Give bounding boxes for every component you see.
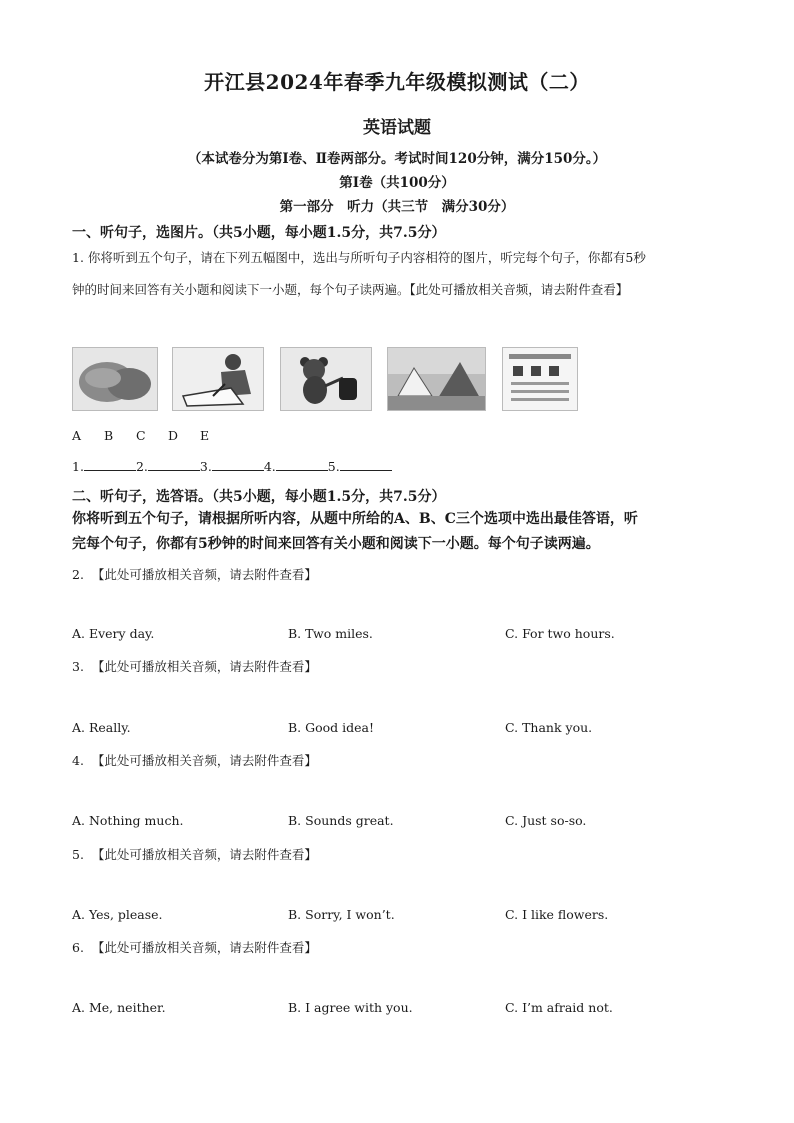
audio-prompt: 【此处可播放相关音频，请去附件查看】 bbox=[91, 847, 317, 862]
question-number: 2. bbox=[72, 567, 84, 582]
section1-heading: 一、听句子，选图片。（共5小题，每小题1.5分，共7.5分） bbox=[72, 225, 446, 241]
option-c[interactable]: C. I like flowers. bbox=[505, 907, 609, 922]
option-b[interactable]: B. Sorry, I won’t. bbox=[288, 907, 395, 922]
blank-label-2: 2. bbox=[135, 459, 148, 474]
question-number: 3. bbox=[72, 659, 84, 674]
option-a[interactable]: A. Every day. bbox=[72, 626, 155, 641]
option-a[interactable]: A. Yes, please. bbox=[72, 907, 163, 922]
audio-prompt: 【此处可播放相关音频，请去附件查看】 bbox=[91, 753, 317, 768]
answer-blanks bbox=[72, 458, 392, 474]
exam-title: 开江县2024年春季九年级模拟测试（二） bbox=[204, 70, 590, 94]
letter-d: D bbox=[168, 428, 179, 443]
question-4 bbox=[72, 751, 317, 769]
audio-prompt: 【此处可播放相关音频，请去附件查看】 bbox=[91, 567, 317, 582]
blank-label-5: 5. bbox=[327, 459, 340, 474]
picture-e-chart bbox=[502, 347, 578, 411]
question-number: 4. bbox=[72, 753, 84, 768]
picture-d-tents bbox=[387, 347, 486, 411]
picture-a-bread bbox=[72, 347, 158, 411]
volume-heading: 第Ⅰ卷（共100分） bbox=[339, 175, 455, 191]
part-heading: 第一部分 听力（共三节 满分30分） bbox=[279, 199, 515, 215]
question-2 bbox=[72, 565, 317, 583]
option-b[interactable]: B. Two miles. bbox=[288, 626, 373, 641]
option-a[interactable]: A. Really. bbox=[72, 720, 131, 735]
picture-c-bear-with-bag bbox=[280, 347, 372, 411]
answer-blank-5[interactable] bbox=[340, 458, 392, 471]
answer-blank-3[interactable] bbox=[212, 458, 264, 471]
question-5 bbox=[72, 845, 317, 863]
section2-instruction-1: 你将听到五个句子，请根据所听内容，从题中所给的A、B、C三个选项中选出最佳答语，听 bbox=[72, 511, 638, 527]
option-a[interactable]: A. Me, neither. bbox=[72, 1000, 166, 1015]
option-a[interactable]: A. Nothing much. bbox=[72, 813, 184, 828]
blank-label-1: 1. bbox=[72, 459, 84, 474]
picture-b-man-drawing bbox=[172, 347, 264, 411]
section1-instruction-2: 钟的时间来回答有关小题和阅读下一小题，每个句子读两遍。【此处可播放相关音频，请去附件查看】 bbox=[72, 282, 629, 297]
option-c[interactable]: C. I’m afraid not. bbox=[505, 1000, 613, 1015]
option-b[interactable]: B. Good idea! bbox=[288, 720, 375, 735]
section2-heading: 二、听句子，选答语。（共5小题，每小题1.5分，共7.5分） bbox=[72, 489, 446, 505]
question-number: 6. bbox=[72, 940, 84, 955]
option-b[interactable]: B. Sounds great. bbox=[288, 813, 394, 828]
answer-blank-4[interactable] bbox=[276, 458, 328, 471]
option-c[interactable]: C. For two hours. bbox=[505, 626, 615, 641]
option-c[interactable]: C. Just so-so. bbox=[505, 813, 587, 828]
question-number: 5. bbox=[72, 847, 84, 862]
exam-note: （本试卷分为第Ⅰ卷、Ⅱ卷两部分。考试时间120分钟，满分150分。） bbox=[187, 151, 607, 167]
letter-a: A bbox=[72, 428, 82, 443]
blank-label-3: 3. bbox=[199, 459, 212, 474]
question-3 bbox=[72, 657, 317, 675]
option-b[interactable]: B. I agree with you. bbox=[288, 1000, 413, 1015]
subject-title: 英语试题 bbox=[363, 118, 431, 138]
answer-blank-1[interactable] bbox=[84, 458, 136, 471]
blank-label-4: 4. bbox=[263, 459, 276, 474]
letter-e: E bbox=[200, 428, 210, 443]
audio-prompt: 【此处可播放相关音频，请去附件查看】 bbox=[91, 659, 317, 674]
section2-instruction-2: 完每个句子，你都有5秒钟的时间来回答有关小题和阅读下一小题。每个句子读两遍。 bbox=[72, 536, 600, 552]
letter-c: C bbox=[136, 428, 146, 443]
section1-instruction-1: 1. 你将听到五个句子，请在下列五幅图中，选出与所听句子内容相符的图片，听完每个句子，你都有5秒 bbox=[72, 250, 646, 265]
option-c[interactable]: C. Thank you. bbox=[505, 720, 593, 735]
picture-letters bbox=[72, 428, 232, 443]
audio-prompt: 【此处可播放相关音频，请去附件查看】 bbox=[91, 940, 317, 955]
question-6 bbox=[72, 938, 317, 956]
letter-b: B bbox=[104, 428, 114, 443]
answer-blank-2[interactable] bbox=[148, 458, 200, 471]
